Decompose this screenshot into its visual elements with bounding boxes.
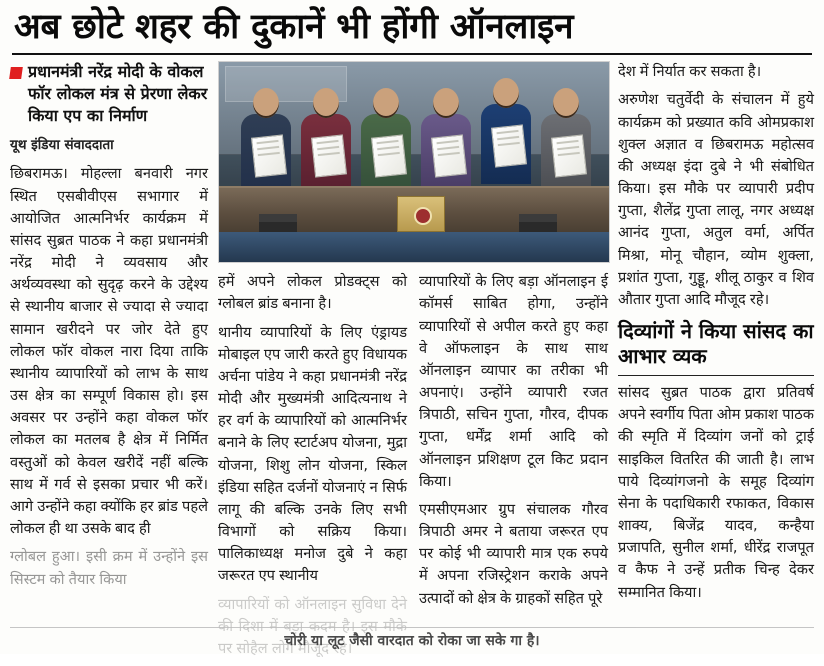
person-body: [541, 114, 591, 188]
left-column: [10, 61, 208, 597]
paragraph: छिबरामऊ। मोहल्ला बनवारी नगर स्थित एसबीवीएस सभागार में आयोजित आत्मनिर्भर कार्यक्रम में सांसद सुब्रत पाठक ने कहा प्रधानमंत्री नरेंद्र मोदी ने व्यवसाय और अर्थव्यवस्था को सुदृढ़ करने के उद्देश्य से स्थानीय बाजार से ज्यादा से ज्यादा सामान खरीदने पर जोर देते हुए लोकल फॉर वोकल नारा दिया ताकि स्थानीय व्यापारियों को लाभ के साथ उस क्षेत्र का सम्पूर्ण विकास हो। इस अवसर पर उन्होंने कहा वोकल फॉर लोकल का मतलब है क्षेत्र में निर्मित वस्तुओं को केवल खरीदें नहीं बल्कि साथ में गर्व से इसका प्रचार भी करें। आगे उन्होंने कहा क्योंकि हर ब्रांड पहले लोकल ही था उसके बाद ही: [10, 165, 208, 538]
person-body: [421, 114, 471, 188]
right-body: [618, 61, 814, 311]
kicker-text: प्रधानमंत्री नरेंद्र मोदी के वोकल फॉर लोकल मंत्र से प्रेरणा लेकर किया एप का निर्माण: [28, 62, 208, 126]
person-body: [361, 114, 411, 188]
podium-emblem: [397, 196, 445, 232]
laptop-icon: [259, 214, 297, 232]
photo-person: [361, 114, 411, 188]
photo-background: [219, 62, 609, 262]
paragraph: व्यापारियों के लिए बड़ा ऑनलाइन ई कॉमर्स साबित होगा, उन्होंने व्यापारियों से अपील करते हुए कहा वे ऑफलाइन के साथ साथ ऑनलाइन व्यापार का तरीका भी अपनाएं। उन्होंने व्यापारी रजत त्रिपाठी, सचिन गुप्ता, गौरव, दीपक गुप्ता, धर्मेंद्र शर्मा आदि को ऑनलाइन प्रशिक्षण टूल किट प्रदान किया।: [419, 273, 608, 490]
photo-person: [301, 114, 351, 188]
certificate: [431, 135, 467, 178]
person-head: [373, 88, 399, 118]
paragraph: एमसीएमआर ग्रुप संचालक गौरव त्रिपाठी अमर ने बताया जरूरत एप पर कोई भी व्यापारी मात्र एक रुपये में अपना रजिस्ट्रेशन कराके अपने उत्पादों को क्षेत्र के ग्राहकों सहित पूरे: [419, 500, 608, 607]
bottom-strip: चोरी या लूट जैसी वारदात को रोका जा सके गा है।: [10, 627, 814, 650]
person-body: [301, 114, 351, 188]
right-column: [618, 61, 814, 610]
paragraph-faded: ग्लोबल हुआ। इसी क्रम में उन्होंने इस सिस्टम को तैयार किया: [10, 548, 208, 588]
right-body-2: [618, 382, 814, 604]
middle-column: [218, 61, 608, 666]
person-head: [313, 88, 339, 118]
kicker: [10, 61, 208, 127]
photo-person: [481, 104, 531, 184]
person-head: [553, 88, 579, 118]
paragraph: हमें अपने लोकल प्रोडक्ट्स को ग्लोबल ब्रांड बनाना है।: [218, 273, 407, 313]
certificate: [251, 135, 287, 178]
headline-divider: [12, 53, 812, 55]
news-photo: [218, 61, 610, 263]
person-head: [433, 88, 459, 118]
laptop-icon: [519, 214, 557, 232]
person-head: [493, 78, 519, 108]
person-body: [241, 114, 291, 188]
photo-person: [421, 114, 471, 188]
mid-column-1: [218, 271, 407, 666]
left-body: [10, 163, 208, 590]
certificate: [311, 135, 347, 178]
paragraph-faded: व्यापारियों को ऑनलाइन सुविधा देने की दिशा में बड़ा कदम है। इस मौके पर सोहैल लोग मौजूद रहे।: [218, 595, 407, 657]
paragraph: सांसद सुब्रत पाठक द्वारा प्रतिवर्ष अपने स्वर्गीय पिता ओम प्रकाश पाठक की स्मृति में दिव्यांग जनों को ट्राई साइकिल वितरित की जाती है। लाभ पाये दिव्यांगजनो के समूह दिव्यांग सेना के पदाधिकारी रफाकत, विकास शाक्य, बिजेंद्र यादव, कन्हैया प्रजापति, सुनील शर्मा, धीरेंद्र राजपूत व कैफ ने उन्हें प्रतीक चिन्ह देकर सम्मानित किया।: [618, 384, 814, 601]
article-grid: [10, 61, 814, 666]
certificate: [491, 125, 527, 168]
page-title: अब छोटे शहर की दुकानें भी होंगी ऑनलाइन: [14, 7, 574, 47]
paragraph: अरुणेश चतुर्वेदी के संचालन में हुये कार्यक्रम को प्रख्यात कवि ओमप्रकाश शुक्ल अज्ञात व छिबरामऊ महोत्सव की अध्यक्ष इंदा दुबे ने भी संबोधित किया। इस मौके पर व्यापारी प्रदीप गुप्ता, शैलेंद्र गुप्ता लालू, नगर अध्यक्ष आनंद गुप्ता, अतुल वर्मा, अर्पित मिश्रा, मोनू चौहान, व्योम शुक्ला, प्रशांत गुप्ता, गुड्डू, शीलू ठाकुर व शिव औतार गुप्ता आदि मौजूद रहे।: [618, 91, 814, 308]
subhead-divider: [618, 375, 814, 376]
certificate: [371, 135, 407, 178]
photo-person: [241, 114, 291, 188]
emblem-dot: [414, 207, 432, 225]
mid-column-2: [419, 271, 608, 666]
paragraph: थानीय व्यापारियों के लिए एंड्रायड मोबाइल एप जारी करते हुए विधायक अर्चना पांडेय ने कहा प्रधानमंत्री नरेंद्र मोदी और मुख्यमंत्री आदित्यनाथ ने हर वर्ग के व्यापारियों को आत्मनिर्भर बनाने के लिए स्टार्टअप योजना, मुद्रा योजना, शिशु लोन योजना, स्किल इंडिया सहित दर्जनों योजनाएं न सिर्फ लागू की बल्कि उनके लिए सभी विभागों को सक्रिय किया। पालिकाध्यक्ष मनोज दुबे ने कहा जरूरत एप स्थानीय: [218, 323, 407, 585]
byline: यूथ इंडिया संवाददाता: [10, 137, 114, 154]
certificate: [551, 135, 587, 178]
person-body: [481, 104, 531, 184]
person-head: [253, 88, 279, 118]
photo-person: [541, 114, 591, 188]
red-marker-icon: [9, 67, 23, 79]
mid-text-columns: [218, 271, 608, 666]
table-skirt: [219, 232, 609, 262]
section-subhead: दिव्यांगों ने किया सांसद का आभार व्यक: [618, 319, 814, 369]
paragraph-lead: देश में निर्यात कर सकता है।: [618, 63, 762, 81]
